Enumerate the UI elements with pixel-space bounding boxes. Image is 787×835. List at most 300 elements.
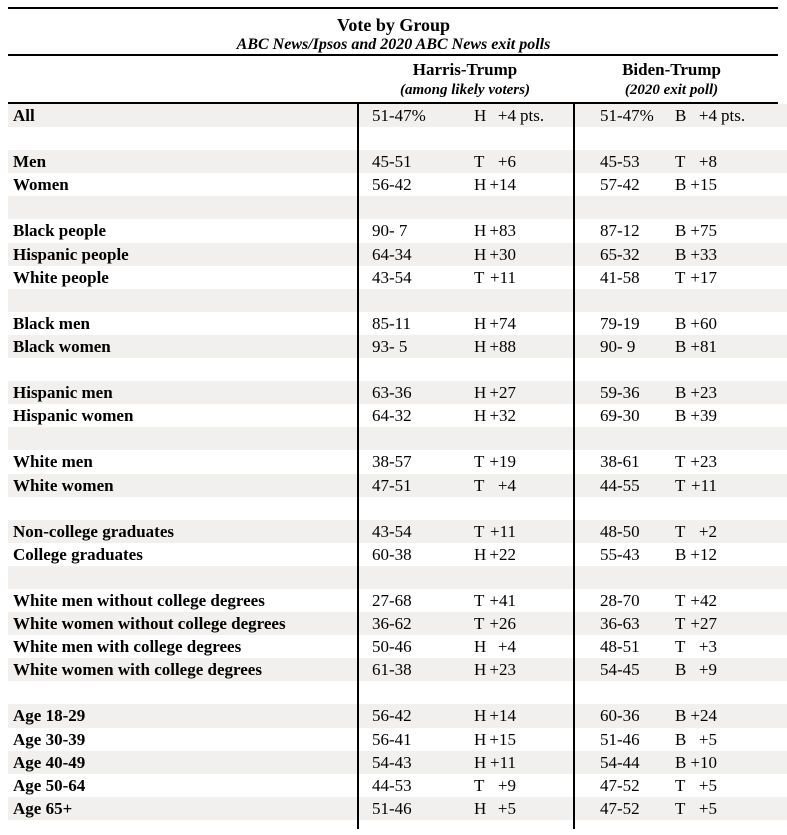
harris-vote-split: 54-43 — [372, 752, 412, 772]
harris-winner-letter: T — [474, 475, 485, 495]
harris-result-cell — [357, 381, 573, 404]
biden-result-cell — [573, 358, 770, 381]
harris-margin-unit — [516, 312, 573, 335]
table-row-separator — [8, 681, 787, 704]
harris-margin-value: +14 — [489, 706, 516, 726]
biden-vote-split: 41-58 — [600, 267, 640, 287]
harris-result-cell — [357, 289, 573, 312]
harris-result-cell — [357, 450, 573, 473]
row-label — [8, 427, 357, 450]
biden-winner-letter: B — [675, 106, 687, 125]
harris-vote-split: 85-11 — [372, 313, 412, 333]
biden-vote-split: 38-61 — [600, 452, 640, 472]
biden-winner-letter: T — [675, 637, 686, 657]
biden-margin-unit — [717, 658, 770, 681]
harris-margin-unit — [516, 728, 573, 751]
biden-result-cell — [573, 219, 770, 242]
row-label — [8, 681, 357, 704]
biden-result-cell — [573, 543, 770, 566]
harris-result-cell — [357, 127, 573, 150]
harris-vote-split: 64-32 — [372, 406, 412, 426]
harris-result-cell — [357, 751, 573, 774]
harris-winner-letter: H — [474, 106, 487, 125]
biden-vote-split: 28-70 — [600, 590, 640, 610]
biden-winner-letter: B — [675, 383, 687, 403]
table-row — [8, 797, 787, 820]
table-row — [8, 335, 787, 358]
biden-vote-split: 36-63 — [600, 614, 640, 634]
table-row — [8, 751, 787, 774]
table-row-separator — [8, 566, 787, 589]
row-label: Hispanic people — [13, 244, 129, 264]
harris-vote-split: 43-54 — [372, 267, 412, 287]
row-label: White men without college degrees — [13, 590, 265, 610]
biden-winner-letter: B — [675, 706, 687, 726]
row-label: Hispanic women — [13, 406, 134, 426]
row-label: White women — [13, 475, 114, 495]
biden-vote-split: 87-12 — [600, 221, 640, 241]
harris-margin-unit — [516, 450, 573, 473]
harris-margin-unit — [516, 612, 573, 635]
table-row — [8, 104, 787, 127]
harris-margin-unit — [516, 635, 573, 658]
harris-result-cell — [357, 427, 573, 450]
harris-winner-letter: H — [474, 752, 487, 772]
table-row — [8, 612, 787, 635]
harris-vote-split: 51-47% — [372, 106, 426, 125]
harris-vote-split: 61-38 — [372, 660, 412, 680]
row-label: Black people — [13, 221, 107, 241]
table-row-separator — [8, 289, 787, 312]
harris-result-cell — [357, 404, 573, 427]
harris-result-cell — [357, 635, 573, 658]
harris-result-cell — [357, 243, 573, 266]
column-header-harris-trump — [357, 56, 573, 100]
harris-vote-split: 44-53 — [372, 775, 412, 795]
biden-result-cell — [573, 497, 770, 520]
page-subtitle: ABC News/Ipsos and 2020 ABC News exit polls — [236, 36, 551, 53]
harris-margin-value: +23 — [489, 660, 516, 680]
table-row — [8, 312, 787, 335]
harris-winner-letter: H — [474, 336, 487, 356]
harris-margin-value: +14 — [489, 175, 516, 195]
row-label: Age 30-39 — [13, 729, 86, 749]
row-label: Age 40-49 — [13, 752, 86, 772]
top-divider — [8, 7, 778, 9]
harris-result-cell — [357, 104, 573, 127]
harris-margin-value: +5 — [497, 798, 516, 818]
harris-vote-split: 43-54 — [372, 521, 412, 541]
harris-vote-split: 56-42 — [372, 706, 412, 726]
harris-winner-letter: T — [474, 521, 485, 541]
harris-vote-split: 56-41 — [372, 729, 412, 749]
biden-margin-value: +3 — [698, 637, 717, 657]
row-label: College graduates — [13, 544, 143, 564]
harris-result-cell — [357, 520, 573, 543]
harris-vote-split: 93- 5 — [372, 336, 408, 356]
harris-result-cell — [357, 312, 573, 335]
column-header-harris-trump-label: Harris-Trump — [412, 60, 518, 79]
harris-winner-letter: T — [474, 267, 485, 287]
biden-result-cell — [573, 150, 770, 173]
table-row — [8, 150, 787, 173]
harris-margin-value: +4 — [497, 106, 516, 125]
biden-winner-letter: B — [675, 175, 687, 195]
biden-result-cell — [573, 196, 770, 219]
harris-winner-letter: H — [474, 406, 487, 426]
biden-margin-unit — [717, 219, 770, 242]
harris-result-cell — [357, 566, 573, 589]
biden-winner-letter: T — [675, 614, 686, 634]
biden-result-cell — [573, 127, 770, 150]
table-row — [8, 243, 787, 266]
biden-margin-unit — [717, 774, 770, 797]
row-label: White men — [13, 452, 93, 472]
biden-result-cell — [573, 704, 770, 727]
table-row — [8, 474, 787, 497]
harris-margin-unit — [516, 173, 573, 196]
biden-margin-value: +11 — [691, 475, 717, 495]
row-label: Men — [13, 152, 47, 172]
harris-result-cell — [357, 681, 573, 704]
biden-result-cell — [573, 566, 770, 589]
biden-winner-letter: B — [675, 729, 687, 749]
row-label: Age 65+ — [13, 798, 73, 818]
biden-result-cell — [573, 681, 770, 704]
harris-winner-letter: H — [474, 383, 487, 403]
biden-margin-value: +5 — [698, 775, 717, 795]
biden-vote-split: 79-19 — [600, 313, 640, 333]
table-row-separator — [8, 497, 787, 520]
harris-margin-unit — [516, 658, 573, 681]
biden-margin-value: +2 — [698, 521, 717, 541]
row-label — [8, 127, 357, 150]
harris-winner-letter: H — [474, 706, 487, 726]
row-label: White women without college degrees — [13, 614, 286, 634]
biden-result-cell — [573, 520, 770, 543]
table-row — [8, 173, 787, 196]
biden-result-cell — [573, 289, 770, 312]
biden-margin-unit — [717, 751, 770, 774]
biden-margin-value: +15 — [690, 175, 717, 195]
page-title: Vote by Group — [336, 15, 451, 35]
biden-margin-unit — [717, 404, 770, 427]
harris-winner-letter: H — [474, 798, 487, 818]
biden-margin-value: +12 — [690, 544, 717, 564]
harris-winner-letter: H — [474, 175, 487, 195]
biden-margin-value: +5 — [698, 798, 717, 818]
biden-margin-unit — [717, 704, 770, 727]
harris-margin-unit — [516, 704, 573, 727]
row-label: White women with college degrees — [13, 660, 262, 680]
biden-vote-split: 47-52 — [600, 775, 640, 795]
biden-margin-unit — [717, 612, 770, 635]
harris-winner-letter: H — [474, 729, 487, 749]
harris-margin-unit — [516, 219, 573, 242]
biden-margin-unit — [717, 266, 770, 289]
biden-margin-value: +27 — [690, 614, 717, 634]
harris-result-cell — [357, 704, 573, 727]
harris-vote-split: 27-68 — [372, 590, 412, 610]
biden-margin-value: +60 — [690, 313, 717, 333]
harris-result-cell — [357, 774, 573, 797]
harris-margin-value: +22 — [489, 544, 516, 564]
biden-winner-letter: B — [675, 544, 687, 564]
biden-winner-letter: T — [675, 775, 686, 795]
biden-margin-unit — [717, 589, 770, 612]
biden-margin-value: +8 — [698, 152, 717, 172]
biden-result-cell — [573, 612, 770, 635]
biden-result-cell — [573, 427, 770, 450]
biden-vote-split: 51-47% — [600, 106, 654, 125]
harris-vote-split: 51-46 — [372, 798, 412, 818]
biden-margin-value: +10 — [690, 752, 717, 772]
column-header-harris-trump-sublabel: (among likely voters) — [400, 82, 530, 98]
biden-winner-letter: T — [675, 521, 686, 541]
harris-vote-split: 60-38 — [372, 544, 412, 564]
harris-winner-letter: H — [474, 313, 487, 333]
biden-vote-split: 90- 9 — [600, 336, 636, 356]
harris-vote-split: 56-42 — [372, 175, 412, 195]
harris-margin-value: +41 — [489, 590, 516, 610]
harris-result-cell — [357, 797, 573, 820]
biden-result-cell — [573, 173, 770, 196]
row-label — [8, 196, 357, 219]
table-row — [8, 520, 787, 543]
biden-winner-letter: B — [675, 221, 687, 241]
harris-margin-unit — [516, 150, 573, 173]
harris-vote-split: 36-62 — [372, 614, 412, 634]
biden-winner-letter: T — [675, 798, 686, 818]
harris-margin-unit — [516, 589, 573, 612]
harris-margin-value: +30 — [489, 244, 516, 264]
harris-margin-unit — [516, 474, 573, 497]
harris-margin-value: +11 — [490, 267, 516, 287]
biden-vote-split: 65-32 — [600, 244, 640, 264]
biden-margin-unit — [717, 381, 770, 404]
harris-vote-split: 38-57 — [372, 452, 412, 472]
biden-winner-letter: B — [675, 406, 687, 426]
biden-margin-value: +42 — [690, 590, 717, 610]
row-label: Age 50-64 — [13, 775, 86, 795]
biden-result-cell — [573, 104, 770, 127]
biden-result-cell — [573, 774, 770, 797]
harris-winner-letter: T — [474, 775, 485, 795]
harris-result-cell — [357, 543, 573, 566]
table-row — [8, 658, 787, 681]
biden-margin-unit — [717, 150, 770, 173]
table-row — [8, 774, 787, 797]
biden-winner-letter: T — [675, 152, 686, 172]
biden-result-cell — [573, 450, 770, 473]
biden-margin-value: +23 — [690, 452, 717, 472]
biden-result-cell — [573, 312, 770, 335]
biden-result-cell — [573, 474, 770, 497]
harris-result-cell — [357, 219, 573, 242]
biden-margin-unit — [717, 312, 770, 335]
biden-vote-split: 69-30 — [600, 406, 640, 426]
biden-winner-letter: T — [675, 452, 686, 472]
biden-margin-value: +9 — [698, 660, 717, 680]
harris-winner-letter: T — [474, 152, 485, 172]
harris-result-cell — [357, 728, 573, 751]
biden-result-cell — [573, 635, 770, 658]
harris-margin-unit: pts. — [520, 106, 545, 125]
biden-margin-unit — [717, 728, 770, 751]
table-row — [8, 589, 787, 612]
harris-margin-unit — [516, 543, 573, 566]
harris-vote-split: 64-34 — [372, 244, 412, 264]
harris-winner-letter: H — [474, 637, 487, 657]
harris-margin-value: +4 — [497, 475, 516, 495]
biden-winner-letter: B — [675, 336, 687, 356]
biden-result-cell — [573, 381, 770, 404]
harris-result-cell — [357, 266, 573, 289]
column-header-biden-trump — [573, 56, 770, 100]
harris-winner-letter: H — [474, 221, 487, 241]
biden-result-cell — [573, 404, 770, 427]
harris-margin-value: +11 — [490, 752, 516, 772]
biden-margin-unit — [717, 474, 770, 497]
harris-margin-unit — [516, 774, 573, 797]
row-label: Non-college graduates — [13, 521, 175, 541]
table-row — [8, 543, 787, 566]
biden-margin-value: +33 — [690, 244, 717, 264]
row-label — [8, 497, 357, 520]
harris-margin-value: +4 — [497, 637, 516, 657]
harris-winner-letter: T — [474, 614, 485, 634]
table-row — [8, 450, 787, 473]
table-row — [8, 728, 787, 751]
row-label: All — [13, 106, 35, 125]
table-row-separator — [8, 358, 787, 381]
harris-result-cell — [357, 658, 573, 681]
biden-winner-letter: B — [675, 313, 687, 333]
biden-margin-value: +5 — [698, 729, 717, 749]
biden-winner-letter: B — [675, 660, 687, 680]
harris-margin-unit — [516, 520, 573, 543]
harris-margin-unit — [516, 243, 573, 266]
biden-margin-unit: pts. — [721, 106, 746, 125]
row-label — [8, 358, 357, 381]
harris-margin-value: +27 — [489, 383, 516, 403]
biden-margin-value: +81 — [690, 336, 717, 356]
harris-winner-letter: H — [474, 544, 487, 564]
biden-margin-unit — [717, 543, 770, 566]
biden-result-cell — [573, 728, 770, 751]
biden-margin-unit — [717, 173, 770, 196]
harris-margin-value: +88 — [489, 336, 516, 356]
table-row — [8, 266, 787, 289]
row-label — [8, 289, 357, 312]
harris-result-cell — [357, 358, 573, 381]
table-row — [8, 219, 787, 242]
biden-margin-unit — [717, 335, 770, 358]
biden-winner-letter: T — [675, 267, 686, 287]
biden-margin-unit — [717, 520, 770, 543]
biden-margin-unit — [717, 243, 770, 266]
table-row — [8, 404, 787, 427]
harris-margin-unit — [516, 266, 573, 289]
row-label: White people — [13, 267, 109, 287]
row-label — [8, 566, 357, 589]
biden-vote-split: 48-51 — [600, 637, 640, 657]
harris-margin-unit — [516, 381, 573, 404]
biden-margin-value: +39 — [690, 406, 717, 426]
harris-result-cell — [357, 150, 573, 173]
harris-margin-unit — [516, 335, 573, 358]
table-row — [8, 381, 787, 404]
harris-result-cell — [357, 173, 573, 196]
harris-vote-split: 45-51 — [372, 152, 412, 172]
row-label: Black men — [13, 313, 90, 333]
harris-winner-letter: T — [474, 452, 485, 472]
row-label: Black women — [13, 336, 111, 356]
biden-vote-split: 45-53 — [600, 152, 640, 172]
harris-vote-split: 50-46 — [372, 637, 412, 657]
biden-margin-value: +23 — [690, 383, 717, 403]
column-header-biden-trump-label: Biden-Trump — [622, 60, 721, 79]
biden-result-cell — [573, 797, 770, 820]
biden-result-cell — [573, 589, 770, 612]
harris-margin-value: +83 — [489, 221, 516, 241]
biden-vote-split: 59-36 — [600, 383, 640, 403]
harris-result-cell — [357, 474, 573, 497]
row-label: Women — [13, 175, 69, 195]
biden-vote-split: 54-45 — [600, 660, 640, 680]
biden-vote-split: 55-43 — [600, 544, 640, 564]
table-row-separator — [8, 196, 787, 219]
biden-margin-value: +24 — [690, 706, 717, 726]
harris-margin-value: +9 — [497, 775, 516, 795]
biden-winner-letter: B — [675, 752, 687, 772]
harris-margin-value: +74 — [489, 313, 516, 333]
biden-margin-unit — [717, 797, 770, 820]
harris-winner-letter: H — [474, 660, 487, 680]
row-label: Hispanic men — [13, 383, 113, 403]
biden-winner-letter: B — [675, 244, 687, 264]
biden-vote-split: 48-50 — [600, 521, 640, 541]
biden-margin-value: +17 — [690, 267, 717, 287]
biden-winner-letter: T — [675, 590, 686, 610]
biden-vote-split: 51-46 — [600, 729, 640, 749]
harris-result-cell — [357, 589, 573, 612]
biden-result-cell — [573, 658, 770, 681]
harris-margin-unit — [516, 797, 573, 820]
harris-margin-value: +6 — [497, 152, 516, 172]
harris-margin-value: +32 — [489, 406, 516, 426]
table-row-separator — [8, 427, 787, 450]
row-label: White men with college degrees — [13, 637, 242, 657]
harris-vote-split: 47-51 — [372, 475, 412, 495]
biden-margin-value: +75 — [690, 221, 717, 241]
biden-vote-split: 57-42 — [600, 175, 640, 195]
row-label: Age 18-29 — [13, 706, 86, 726]
biden-vote-split: 60-36 — [600, 706, 640, 726]
harris-margin-value: +11 — [490, 521, 516, 541]
biden-margin-unit — [717, 450, 770, 473]
biden-vote-split: 47-52 — [600, 798, 640, 818]
biden-result-cell — [573, 243, 770, 266]
biden-vote-split: 54-44 — [600, 752, 640, 772]
harris-vote-split: 90- 7 — [372, 221, 408, 241]
harris-result-cell — [357, 335, 573, 358]
biden-margin-unit — [717, 635, 770, 658]
column-header-biden-trump-sublabel: (2020 exit poll) — [624, 82, 719, 98]
table-row — [8, 635, 787, 658]
harris-result-cell — [357, 612, 573, 635]
harris-winner-letter: H — [474, 244, 487, 264]
